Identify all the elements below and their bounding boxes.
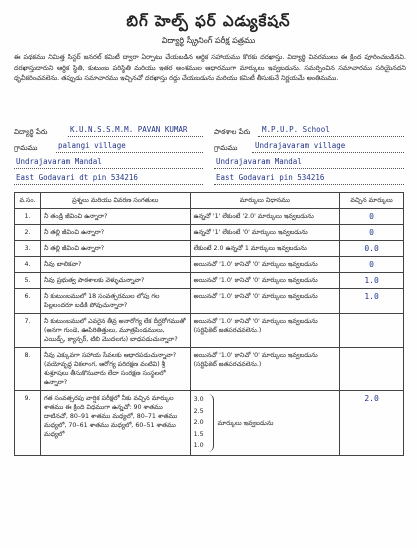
table-row: [15, 391, 404, 456]
village-value: palangi village: [58, 141, 126, 150]
row-rule: అయినచో '1.0' కానిచో '0' మార్కులు ఇవ్వబడును (సర్టిఫికెట్ జతపరచవలెను.): [190, 348, 340, 391]
village2-underline: [252, 152, 404, 153]
row-marks: [340, 314, 404, 348]
row-number: 5.: [15, 273, 41, 289]
district2-value: East Godavari pin 534216: [216, 173, 325, 182]
table-header-row: [15, 193, 404, 209]
row-question: నీ తండ్రి జీవించి ఉన్నారా?: [40, 209, 190, 225]
scale-value: 1.0: [193, 442, 204, 450]
row-number: 2.: [15, 225, 41, 241]
mandal2-underline: [214, 168, 404, 169]
scale-value: 2.5: [193, 407, 204, 415]
row-rule: అయినచో '1.0' కానిచో '0' మార్కులు ఇవ్వబడును: [190, 273, 340, 289]
row-number: 3.: [15, 241, 41, 257]
table-row: [15, 273, 404, 289]
row-question: నీ కుటుంబములో 18 సంవత్సరముల లోపు గల పిల్లలందరూ బడికి పోవుచున్నారా?: [40, 289, 190, 314]
header-rule: మార్కులు విధానము: [190, 193, 340, 209]
row-question: నీ తల్లి జీవించి ఉన్నారా?: [40, 241, 190, 257]
village2-label: గ్రామము: [214, 144, 238, 152]
row-number: 1.: [15, 209, 41, 225]
district-underline: [14, 184, 203, 185]
row-number: 4.: [15, 257, 41, 273]
table-row: [15, 241, 404, 257]
row-marks: [340, 348, 404, 391]
student-name-value: K.U.N.S.S.M.M. PAVAN KUMAR: [70, 125, 188, 134]
table-row: [15, 225, 404, 241]
scale-value: 1.5: [193, 430, 204, 438]
header-serial: వ.సం.: [15, 193, 41, 209]
village2-value: Undrajavaram village: [255, 141, 346, 150]
row-number: 7.: [15, 314, 41, 348]
intro-paragraph: ఈ పథకము నిమిత్త సిస్టర్ జనరల్ కమిటీ ద్వారా ఏర్పాటు చేయబడిన ఆర్థిక సహాయము కొరకు దరఖాస్తు. విద్యార్థి వివరములు ఈ క్రింద పూరించబడినవి. దరఖాస్తుదారుని ఆర్థిక స్థితి, కుటుంబ పరిస్థితి మరియు ఇతర అంశముల ఆధారముగా మార్కులు ఇవ్వబడును. సమర్పించిన సమాచారము సరియైనదని ధృవీకరించవలెను. తప్పుడు సమాచారము ఇచ్చినచో దరఖాస్తు రద్దు చేయబడును మరియు కమిటీ తీసుకునే నిర్ణయమే అంతిమము.: [14, 53, 406, 82]
row-marks: 1.0: [340, 273, 404, 289]
table-row: [15, 209, 404, 225]
school-name-underline: [258, 136, 404, 137]
row-number: 6.: [15, 289, 41, 314]
scale-value: 2.0: [193, 419, 204, 427]
district2-underline: [214, 184, 404, 185]
student-name-label: విద్యార్థి పేరు: [14, 128, 48, 136]
mandal-value: Undrajavaram Mandal: [16, 157, 102, 166]
village-label: గ్రామము: [14, 144, 38, 152]
row-rule: ఉన్నచో '1' లేకుంటే '2.0' మార్కులు ఇవ్వబడును: [190, 209, 340, 225]
marks-scale: [194, 394, 204, 452]
screening-table: [14, 192, 404, 456]
table-row: [15, 289, 404, 314]
row-number: 8.: [15, 348, 41, 391]
row-rule: అయినచో '1.0' కానిచో '0' మార్కులు ఇవ్వబడును (సర్టిఫికెట్ జతపరచవలెను.): [190, 314, 340, 348]
mandal-underline: [14, 168, 203, 169]
school-name-value: M.P.U.P. School: [262, 125, 330, 134]
row-marks: 0.0: [340, 241, 404, 257]
header-marks: వచ్చిన మార్కులు: [340, 193, 404, 209]
row-marks: 2.0: [340, 391, 404, 456]
row-number: 9.: [15, 391, 41, 456]
row-question: నీవు బాలికవా?: [40, 257, 190, 273]
row-marks: 1.0: [340, 289, 404, 314]
district-value: East Godavari dt pin 534216: [16, 173, 138, 182]
table-row: [15, 348, 404, 391]
row-rule: మార్కులు ఇవ్వబడును: [217, 419, 274, 427]
row-question: నీవు ఎక్కువగా సహాయ సేవలకు ఆధారపడుచున్నావా? (వయోవృద్ధ వికలాంగ, ఆరోగ్య పరిరక్షణ వంటివి) శ్రీ శుశ్రూషలు తీసుకొనువారు లేదా సంరక్షణ సంస్థలలో ఉన్నారా?: [40, 348, 190, 391]
row-marks: 0: [340, 257, 404, 273]
row-rule: అయినచో '1.0' కానిచో '0' మార్కులు ఇవ్వబడును: [190, 257, 340, 273]
row-rule-scale: [190, 391, 340, 456]
row-rule: ఉన్నచో '1' లేకుంటే '0' మార్కులు ఇవ్వబడును: [190, 225, 340, 241]
row-rule: అయినచో '1.0' కానిచో '0' మార్కులు ఇవ్వబడును: [190, 289, 340, 314]
row-question: నీ కుటుంబములో ఎవరైన తీవ్ర అనారోగ్య లేక దీర్ఘరోగముతో (అనగా గుండె, ఊపిరితిత్తులు, మూత్రపిండములు, ఎయిడ్స్, క్యాన్సర్, టిబి మొదలగు) బాధపడుచున్నారా?: [40, 314, 190, 348]
scale-value: 3.0: [193, 396, 204, 404]
scale-bracket: [208, 394, 214, 452]
header-question: ప్రశ్నలు మరియు వివరణ సంగతులు: [40, 193, 190, 209]
row-marks: 0: [340, 225, 404, 241]
row-question: గత సంవత్సరపు వార్షిక పరీక్షలో నీకు వచ్చిన మార్కుల శాతము ఈ క్రింది విధముగా ఉన్నచో: 90 శాతము దాటినచో, 80–91 శాతము మధ్యలో, 80–71 శాతము మధ్యలో, 70–61 శాతము మధ్యలో, 60–51 శాతము మధ్యలో: [40, 391, 190, 456]
row-marks: 0: [340, 209, 404, 225]
village-underline: [56, 152, 203, 153]
row-rule: లేకుంటే 2.0 ఉన్నచో 1 మార్కులు ఇవ్వబడును: [190, 241, 340, 257]
student-name-underline: [68, 136, 203, 137]
table-row: [15, 257, 404, 273]
mandal2-value: Undrajavaram Mandal: [216, 157, 302, 166]
row-question: నీ తల్లి జీవించి ఉన్నారా?: [40, 225, 190, 241]
table-row: [15, 314, 404, 348]
school-name-label: పాఠశాల పేరు: [214, 128, 251, 136]
form-title: బిగ్ హెల్ప్ ఫర్ ఎడ్యుకేషన్: [126, 12, 291, 30]
form-subtitle: విద్యార్థి స్క్రీనింగ్ పరీక్ష పత్రము: [161, 36, 256, 45]
row-question: నీవు ప్రభుత్వ పాఠశాలకు వెళ్ళుచున్నావా?: [40, 273, 190, 289]
